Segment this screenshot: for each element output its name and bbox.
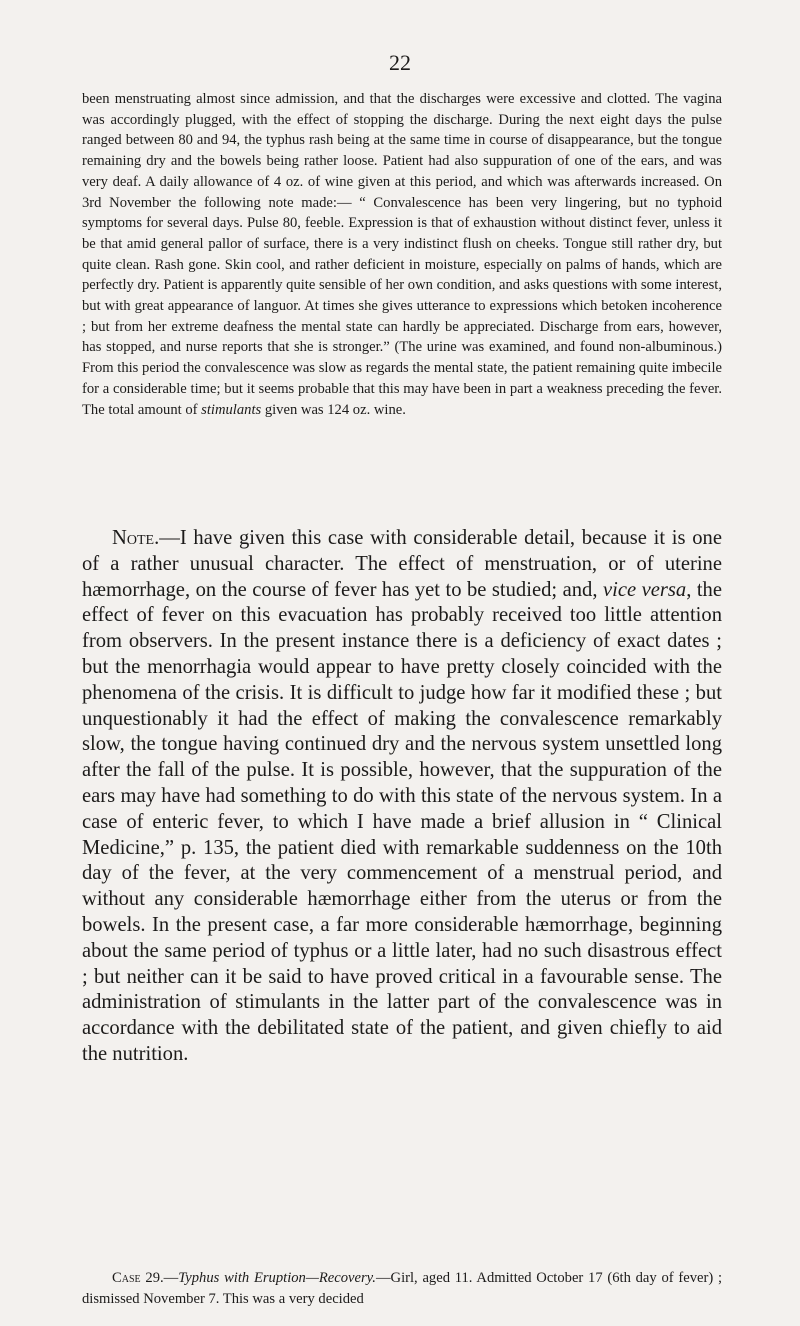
paragraph-1-text: been menstruating almost since admission, and that the discharges were excessive and clotted. The vagina was accordingly plugged, with the effect of stopping the discharge. During the next eight days the pulse ranged between 80 and 94, the typhus rash being at the same time in course of disappearance, but the tongue remaining dry and the bowels being rather loose. Patient had also suppuration of one of the ears, and was very deaf. A daily allowance of 4 oz. of wine given at this period, and which was afterwards increased. On 3rd November the following note made:— “ Convalescence has been very lingering, but no typhoid symptoms for several days. Pulse 80, feeble. Expression is that of exhaustion without distinct fever, unless it be that amid general pallor of surface, there is a very indistinct flush on cheeks. Tongue still rather dry, but quite clean. Rash gone. Skin cool, and rather deficient in moisture, especially on palms of hands, which are perfectly dry. Patient is apparently quite sensible of her own condition, and asks questions with some interest, but with great appearance of languor. At times she gives utterance to expressions which betoken incoherence ; but from her extreme deafness the mental state can hardly be appreciated. Discharge from ears, however, has stopped, and nurse reports that she is stronger.” (The urine was examined, and found non-albuminous.) From this period the convalescence was slow as regards the mental state, the patient remaining quite imbecile for a considerable time; but it seems probable that this may have been in part a weakness preceding the fever. The total amount of [82, 91, 722, 418]
paragraph-case-narrative [82, 89, 722, 420]
page-number: 22 [389, 50, 411, 75]
paragraph-note [82, 526, 722, 1068]
case-label: Case [112, 1270, 141, 1286]
paragraph-case-29 [82, 1268, 722, 1309]
paragraph-1-italic: stimulants [201, 401, 262, 418]
case-number: 29.— [140, 1270, 179, 1286]
note-italic: vice versa [602, 578, 687, 601]
note-label: Note. [112, 527, 160, 549]
paragraph-1-end: given was 124 oz. wine. [261, 401, 406, 418]
case-text: —Girl, aged 11. Admitted October 17 (6th day of fever) ; dismissed November 7. This was a very decided [82, 1270, 722, 1307]
case-title: Typhus with Eruption—Recovery. [178, 1270, 376, 1286]
note-text-b: , the effect of fever on this evacuation has probably received too little attention from observers. In the present instance there is a deficiency of exact dates ; but the menorrhagia would appear to have pretty closely coincided with the phenomena of the crisis. It is difficult to judge how far it modified these ; but unquestionably it had the effect of making the convalescence remarkably slow, the tongue having continued dry and the nervous system unsettled long after the fall of the pulse. It is possible, however, that the suppuration of the ears may have had something to do with this state of the nervous system. In a case of enteric fever, to which I have made a brief allusion in “ Clinical Medicine,” p. 135, the patient died with remarkable suddenness on the 10th day of the fever, at the very commencement of a menstrual period, and without any considerable hæmorrhage either from the uterus or from the bowels. In the present case, a far more considerable hæmorrhage, beginning about the same period of typhus or a little later, had no such disastrous effect ; but neither can it be said to have proved critical in a favourable sense. The administration of stimulants in the latter part of the convalescence was in accordance with the debilitated state of the patient, and given chiefly to aid the nutrition. [82, 578, 722, 1065]
note-text-a: —I have given this case with considerable detail, because it is one of a rather unusual character. The effect of menstruation, or of uterine hæmorrhage, on the course of fever has yet to be studied; and, [82, 527, 722, 601]
